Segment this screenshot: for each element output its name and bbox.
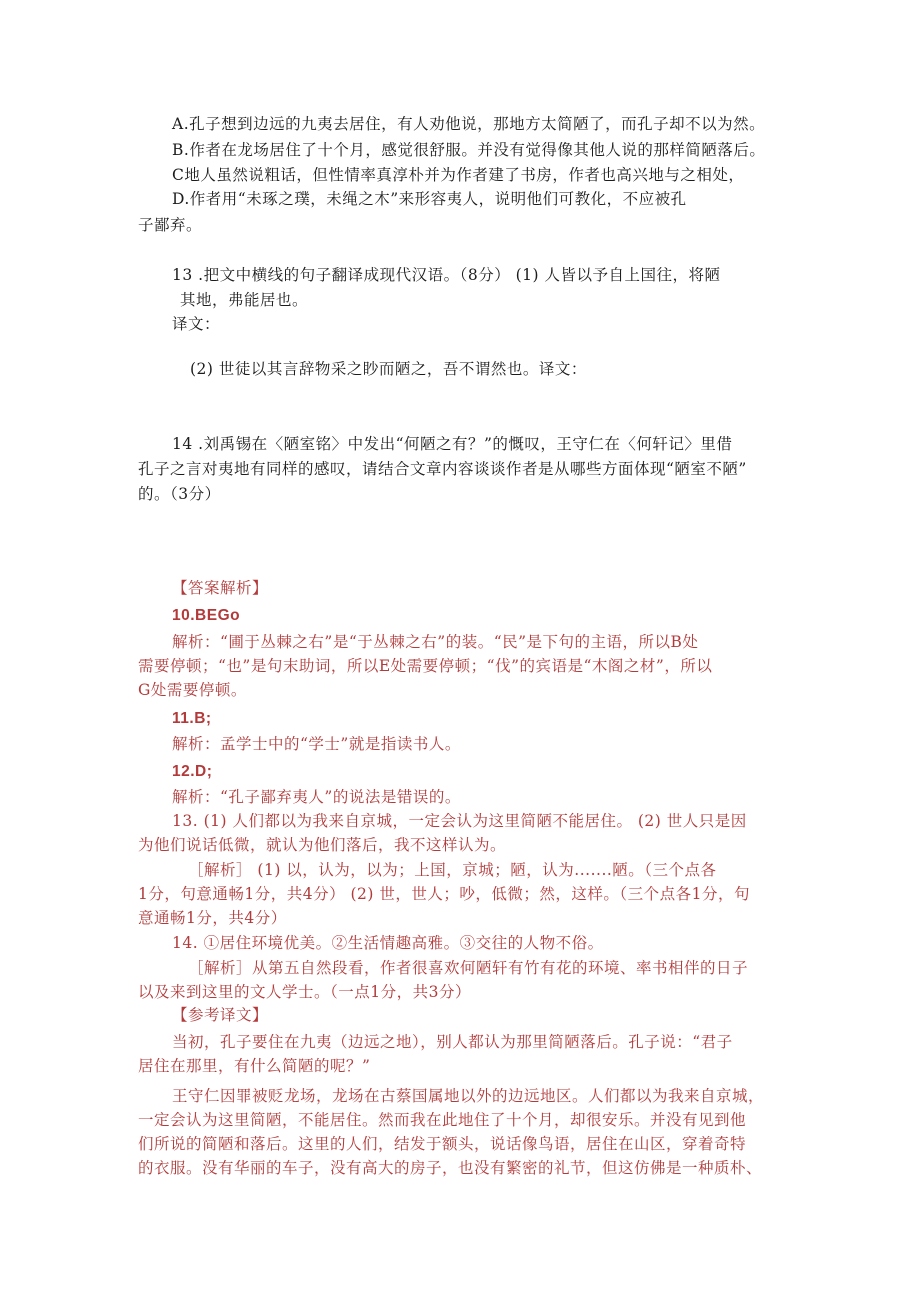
translation-header: 【参考译文】 xyxy=(172,1006,269,1024)
answer-11: 11.B; xyxy=(172,710,212,727)
translation-p1-line2: 居住在那里，有什么简陋的呢？” xyxy=(138,1057,371,1075)
translation-p2-line3: 们所说的简陋和落后。这里的人们，结发于额头，说话像鸟语，居住在山区，穿着奇特 xyxy=(138,1135,747,1153)
q13-translation-label: 译文： xyxy=(172,315,221,333)
answer-14-exp-1: ［解析］从第五自然段看，作者很喜欢何陋轩有竹有花的环境、率书相伴的日子 xyxy=(188,959,749,977)
q13-line1: 13 .把文中横线的句子翻译成现代汉语。（8分） (1) 人皆以予自上国往，将陋 xyxy=(172,266,721,284)
q14-line3: 的。（3分） xyxy=(138,485,221,503)
q13-part2: (2) 世徒以其言辞物采之眇而陋之，吾不谓然也。译文： xyxy=(190,360,587,378)
option-b: B.作者在龙场居住了十个月，感觉很舒服。并没有觉得像其他人说的那样简陋落后。 xyxy=(172,141,766,159)
option-d-line1: D.作者用“未琢之璞，未绳之木”来形容夷人，说明他们可教化，不应被孔 xyxy=(172,190,687,208)
answer-13-line2: 为他们说话低微，就认为他们落后，我不这样认为。 xyxy=(138,836,507,854)
option-a: A.孔子想到边远的九夷去居住，有人劝他说，那地方太简陋了，而孔子却不以为然。 xyxy=(172,115,766,133)
answers-header: 【答案解析】 xyxy=(172,579,269,597)
answer-12: 12.D; xyxy=(172,763,213,780)
answer-12-exp: 解析：“孔子鄙弃夷人”的说法是错误的。 xyxy=(172,788,461,806)
answer-10: 10.BEGo xyxy=(172,607,241,624)
answer-13-line1: 13. (1) 人们都以为我来自京城，一定会认为这里简陋不能居住。 (2) 世人只是因 xyxy=(172,812,747,830)
q14-line1: 14 .刘禹锡在〈陋室铭〉中发出“何陋之有？”的慨叹，王守仁在〈何轩记〉里借 xyxy=(172,435,733,453)
q14-line2: 孔子之言对夷地有同样的感叹，请结合文章内容谈谈作者是从哪些方面体现“陋室不陋” xyxy=(138,460,747,478)
answer-11-exp: 解析：孟学士中的“学士”就是指读书人。 xyxy=(172,735,461,753)
answer-14: 14. ①居住环境优美。②生活情趣高雅。③交往的人物不俗。 xyxy=(172,934,604,952)
translation-p2-line1: 王守仁因罪被贬龙场，龙场在古蔡国属地以外的边远地区。人们都以为我来自京城， xyxy=(172,1087,765,1105)
translation-p2-line2: 一定会认为这里简陋，不能居住。然而我在此地住了十个月，却很安乐。并没有见到他 xyxy=(138,1111,747,1129)
translation-p1-line1: 当初，孔子要住在九夷（边远之地），别人都认为那里简陋落后。孔子说：“君子 xyxy=(172,1033,733,1051)
answer-14-exp-2: 以及来到这里的文人学士。（一点1分，共3分） xyxy=(138,983,471,1001)
answer-13-exp-1: ［解析］ (1) 以，认为，以为；上国，京城；陋，认为.......陋。（三个点各 xyxy=(188,861,717,879)
q13-line2: 其地，弗能居也。 xyxy=(180,291,309,309)
answer-10-exp-2: 需要停顿；“也”是句末助词，所以E处需要停顿；“伐”的宾语是“木阁之材”，所以 xyxy=(138,657,713,675)
answer-10-exp-1: 解析：“圃于丛棘之右”是“于丛棘之右”的装。“民”是下句的主语，所以B处 xyxy=(172,633,699,651)
translation-p2-line4: 的衣服。没有华丽的车子，没有高大的房子，也没有繁密的礼节，但这仿佛是一种质朴、 xyxy=(138,1159,763,1177)
answer-10-exp-3: G处需要停顿。 xyxy=(138,681,247,699)
option-d-line2: 子鄙弃。 xyxy=(138,216,203,234)
answer-13-exp-2: 1分，句意通畅1分，共4分） (2) 世，世人；吵，低微；然，这样。（三个点各1分，句 xyxy=(138,885,751,903)
answer-13-exp-3: 意通畅1分，共4分） xyxy=(138,909,287,927)
option-c: C地人虽然说粗话，但性情率真淳朴并为作者建了书房，作者也高兴地与之相处， xyxy=(172,166,745,184)
